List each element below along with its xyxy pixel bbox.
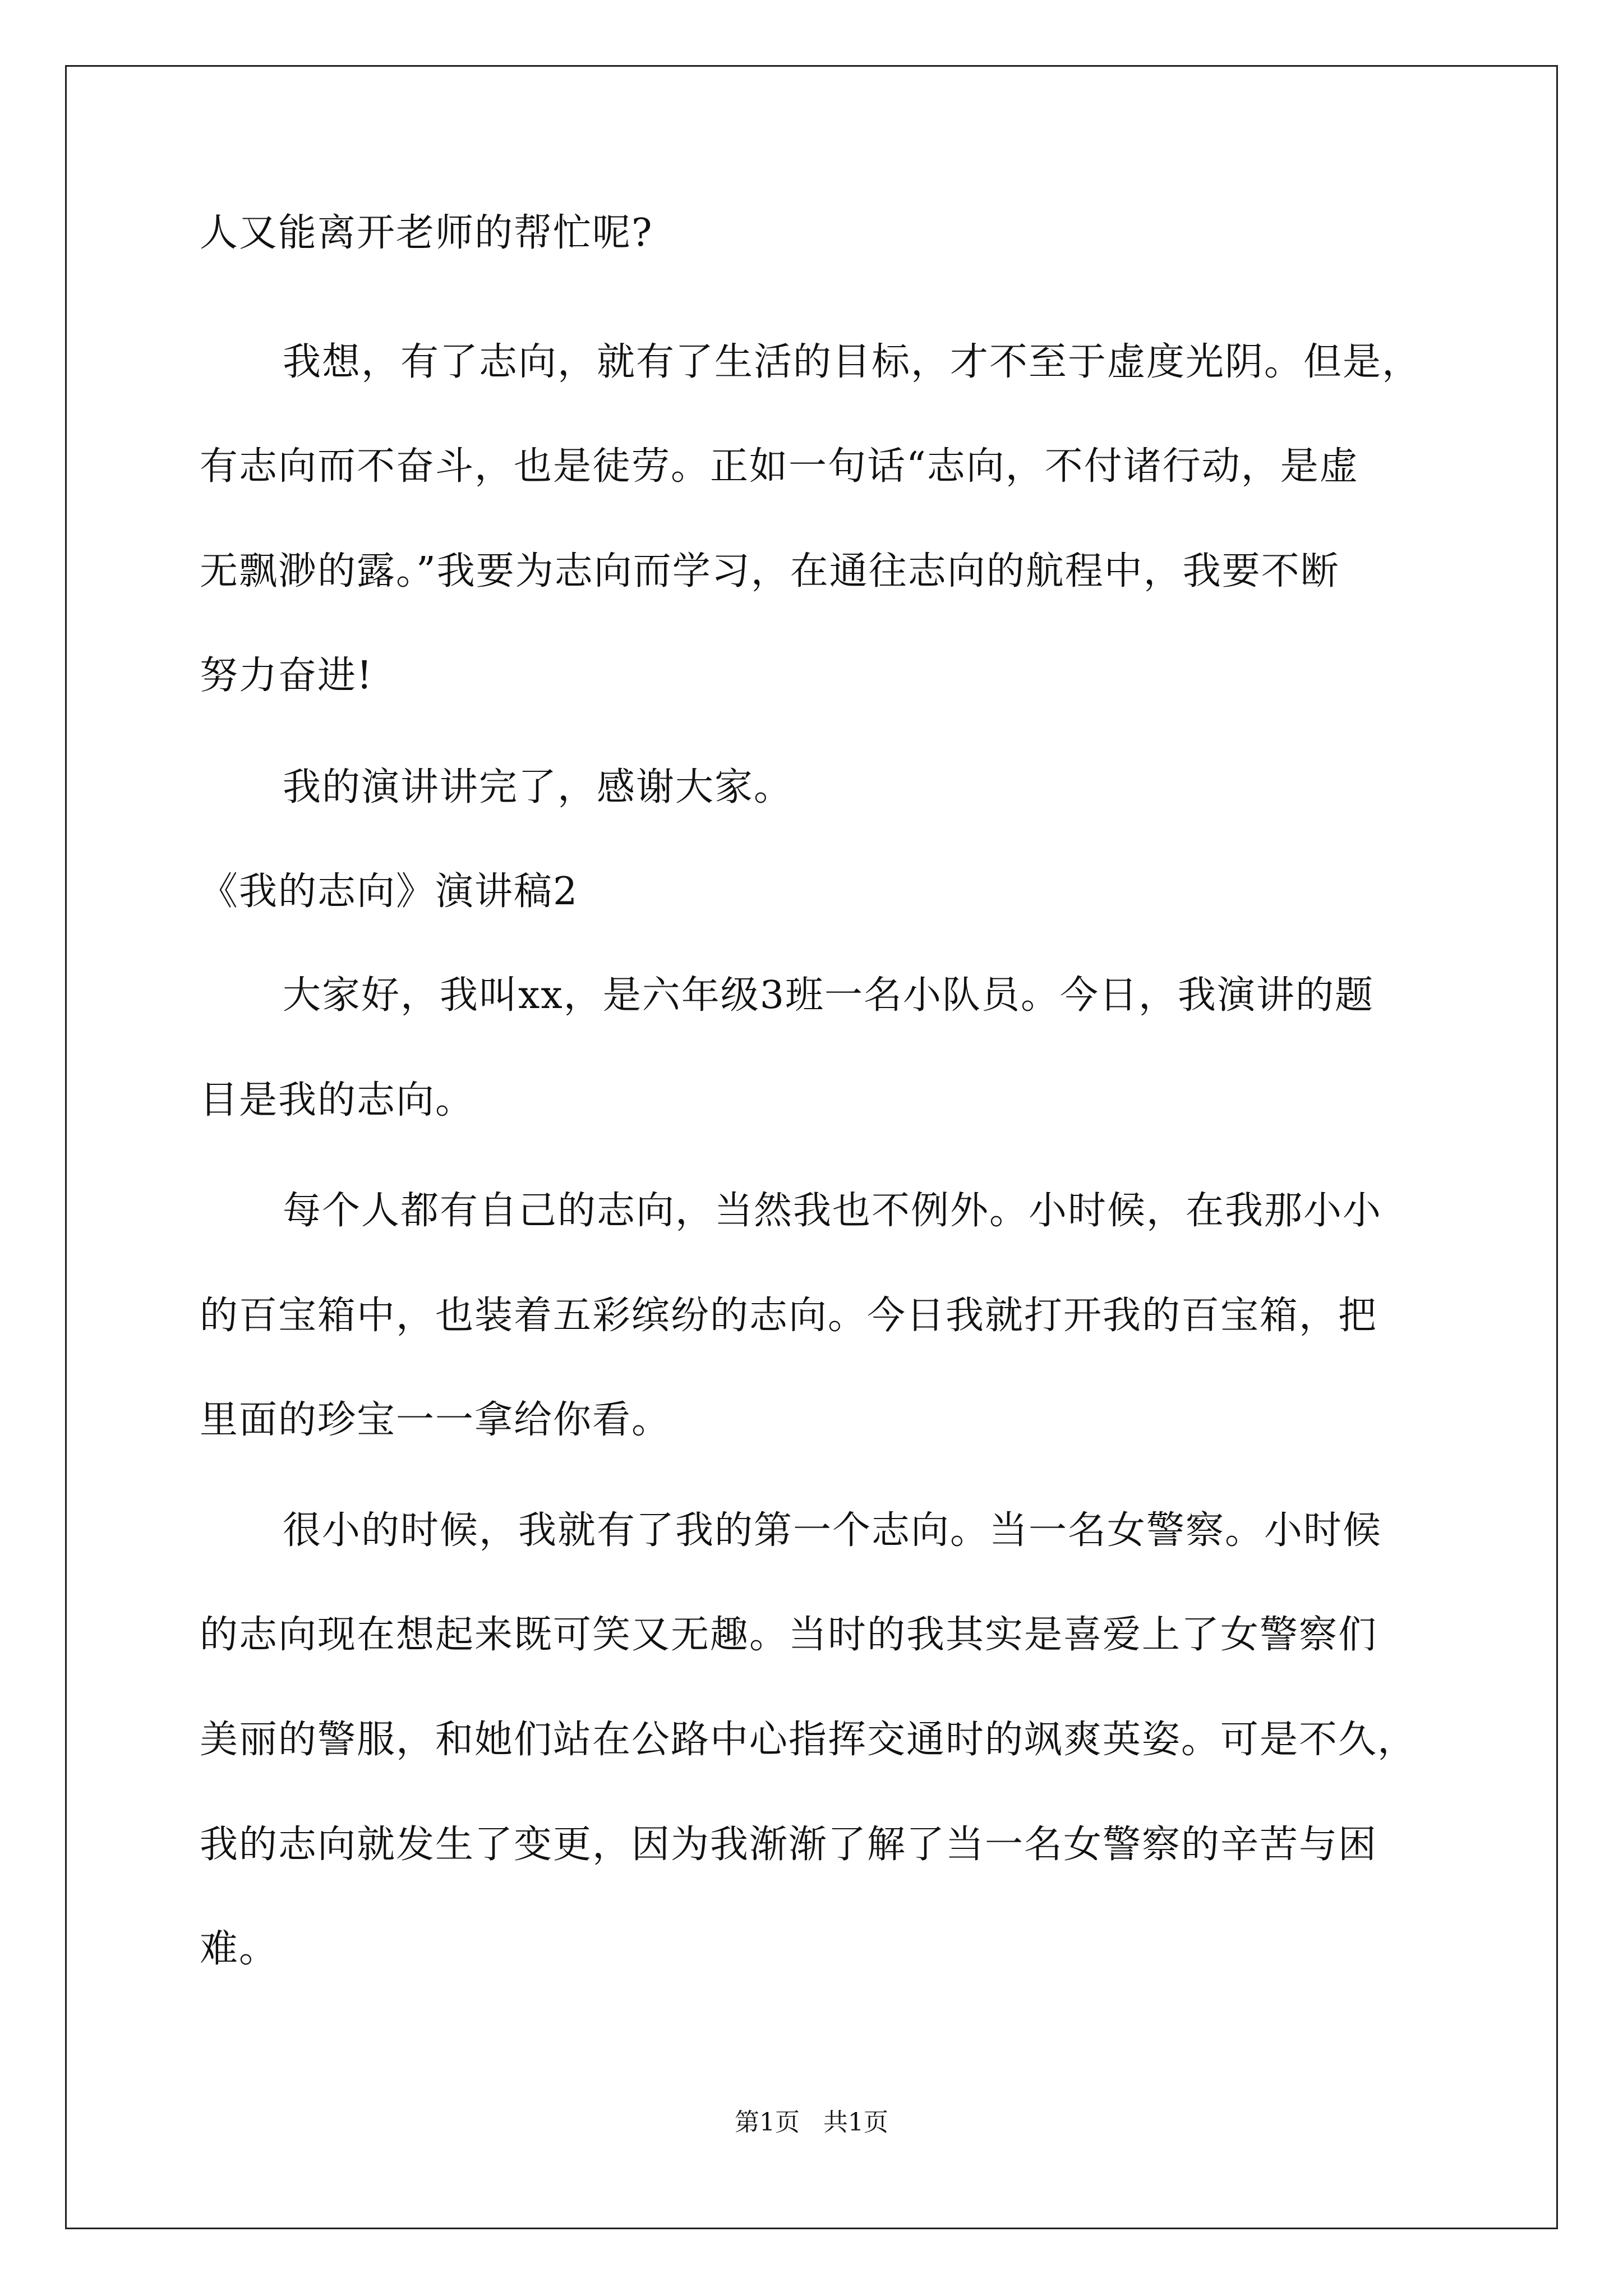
text-line: 有志向而不奋斗，也是徒劳。正如一句话“志向，不付诸行动，是虚 xyxy=(200,444,1359,489)
text-line: 目是我的志向。 xyxy=(200,1078,475,1122)
text-line: 的百宝箱中，也装着五彩缤纷的志向。今日我就打开我的百宝箱，把 xyxy=(200,1294,1378,1338)
section-heading: 《我的志向》演讲稿2 xyxy=(200,869,579,914)
text-line: 大家好，我叫xx，是六年级3班一名小队员。今日，我演讲的题 xyxy=(283,973,1374,1018)
text-line: 美丽的警服，和她们站在公路中心指挥交通时的飒爽英姿。可是不久， xyxy=(200,1718,1417,1762)
text-line: 努力奋进! xyxy=(200,654,374,698)
text-line: 的志向现在想起来既可笑又无趣。当时的我其实是喜爱上了女警察们 xyxy=(200,1613,1378,1657)
text-line: 里面的珍宝一一拿给你看。 xyxy=(200,1398,671,1442)
text-line: 无飘渺的露。”我要为志向而学习，在通往志向的航程中，我要不断 xyxy=(200,549,1340,593)
text-line: 人又能离开老师的帮忙呢? xyxy=(200,211,653,255)
text-line: 我的演讲讲完了，感谢大家。 xyxy=(283,765,794,809)
page-border xyxy=(65,65,1558,2229)
text-line: 每个人都有自己的志向，当然我也不例外。小时候，在我那小小 xyxy=(283,1189,1382,1233)
text-line: 我想，有了志向，就有了生活的目标，才不至于虚度光阴。但是， xyxy=(283,340,1422,384)
text-line: 很小的时候，我就有了我的第一个志向。当一名女警察。小时候 xyxy=(283,1508,1382,1553)
text-line: 我的志向就发生了变更，因为我渐渐了解了当一名女警察的辛苦与困 xyxy=(200,1823,1378,1867)
page-number-footer: 第1页 共1页 xyxy=(735,2108,888,2137)
text-line: 难。 xyxy=(200,1927,279,1971)
